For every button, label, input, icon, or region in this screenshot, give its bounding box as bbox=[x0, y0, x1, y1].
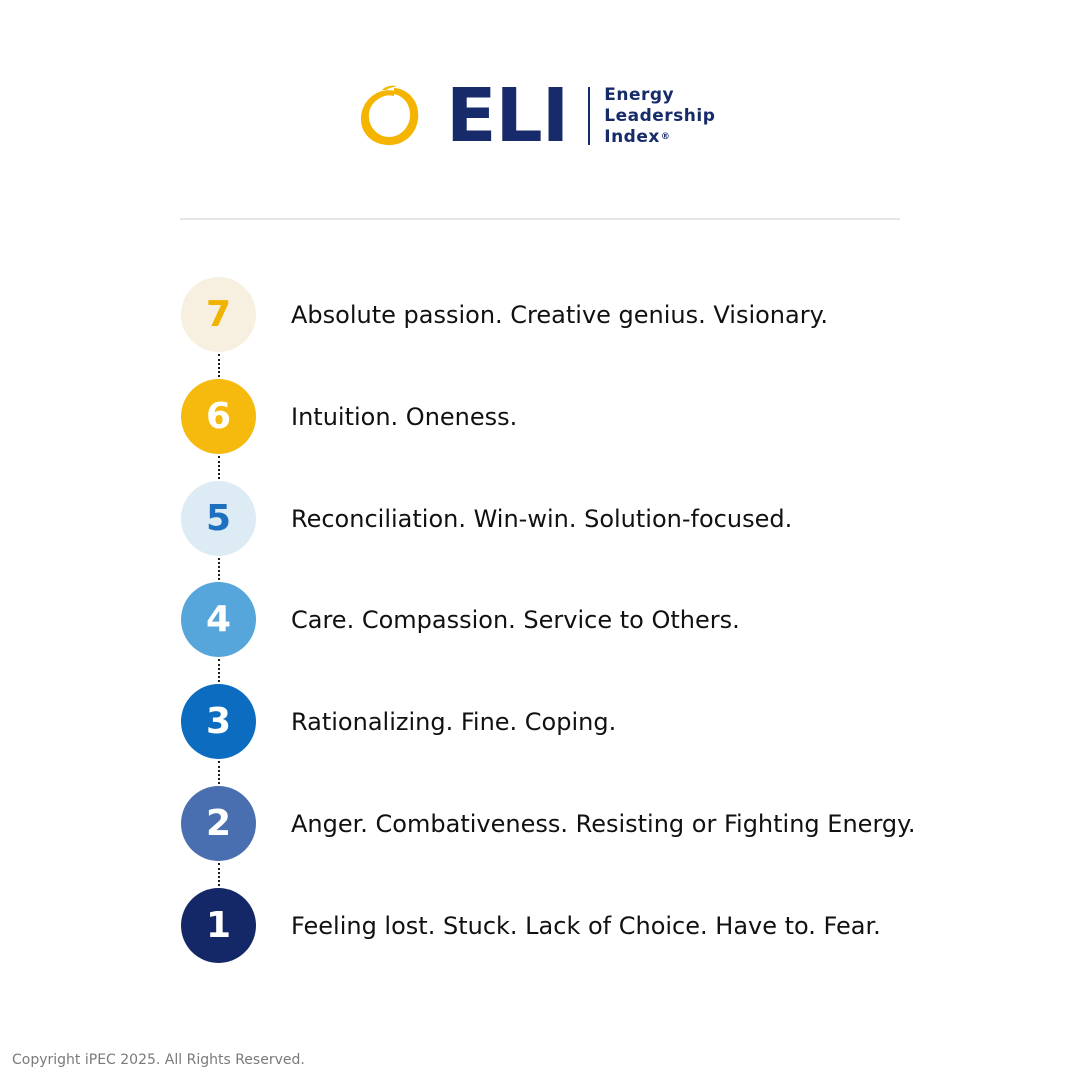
level-row-4 bbox=[181, 582, 740, 657]
level-connector bbox=[218, 456, 220, 479]
registered-mark: ® bbox=[660, 131, 671, 142]
level-badge: 7 bbox=[181, 277, 256, 352]
level-badge: 6 bbox=[181, 379, 256, 454]
level-connector bbox=[218, 354, 220, 377]
level-badge: 1 bbox=[181, 888, 256, 963]
level-badge: 3 bbox=[181, 684, 256, 759]
level-connector bbox=[218, 863, 220, 886]
level-row-5 bbox=[181, 481, 792, 556]
tagline-line-1: Energy bbox=[604, 84, 675, 105]
tagline-line-2: Leadership bbox=[604, 105, 716, 126]
level-row-2 bbox=[181, 786, 916, 861]
logo-wordmark: ELI bbox=[446, 73, 569, 159]
level-description: Rationalizing. Fine. Coping. bbox=[291, 707, 617, 736]
copyright-notice: Copyright iPEC 2025. All Rights Reserved. bbox=[12, 1052, 305, 1068]
tagline-line-3: Index® bbox=[604, 126, 671, 147]
level-description: Absolute passion. Creative genius. Visionary. bbox=[291, 300, 828, 329]
level-connector bbox=[218, 659, 220, 682]
level-description: Anger. Combativeness. Resisting or Fighting Energy. bbox=[291, 809, 916, 838]
level-connector bbox=[218, 761, 220, 784]
level-description: Feeling lost. Stuck. Lack of Choice. Have to. Fear. bbox=[291, 911, 881, 940]
level-badge: 2 bbox=[181, 786, 256, 861]
level-description: Care. Compassion. Service to Others. bbox=[291, 605, 740, 634]
level-connector bbox=[218, 558, 220, 580]
level-row-1 bbox=[181, 888, 881, 963]
level-description: Reconciliation. Win-win. Solution-focused. bbox=[291, 504, 793, 533]
level-description: Intuition. Oneness. bbox=[291, 402, 518, 431]
level-row-3 bbox=[181, 684, 616, 759]
level-badge: 5 bbox=[181, 481, 256, 556]
level-row-6 bbox=[181, 379, 517, 454]
level-badge: 4 bbox=[181, 582, 256, 657]
level-row-7 bbox=[181, 277, 828, 352]
